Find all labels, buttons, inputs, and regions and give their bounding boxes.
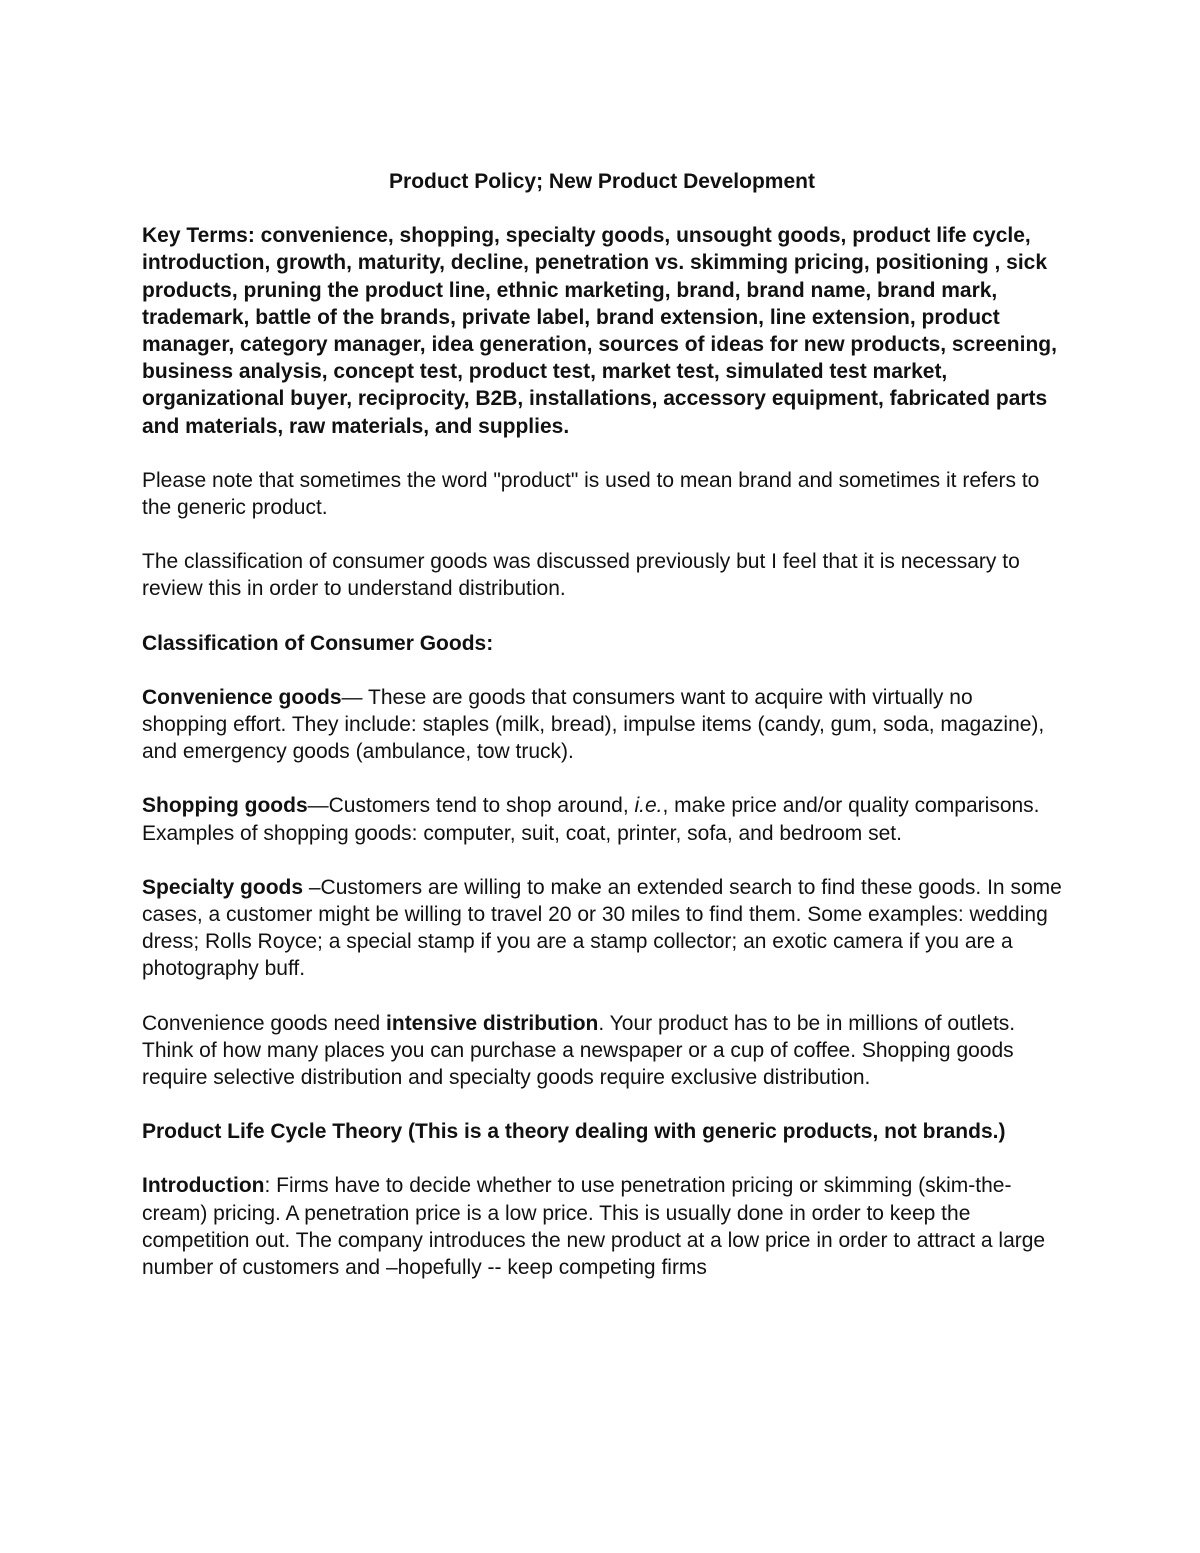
- shopping-goods-paragraph: [142, 792, 1062, 846]
- convenience-goods-text: — These are goods that consumers want to acquire with virtually no shopping effort. They include: staples (milk, bread), impulse items (candy, gum, soda, magazine), and emergency goods (ambulance, tow truck).: [142, 685, 1045, 764]
- document-page: [142, 168, 1062, 1308]
- distribution-paragraph: [142, 1010, 1062, 1092]
- distribution-bold: intensive distribution: [386, 1011, 599, 1035]
- introduction-paragraph: [142, 1172, 1062, 1281]
- classification-heading: Classification of Consumer Goods:: [142, 631, 494, 655]
- introduction-text: : Firms have to decide whether to use penetration pricing or skimming (skim-the-cream) pricing. A penetration price is a low price. This is usually done in order to keep the competition out. The company introduces the new product at a low price in order to attract a large number of customers and –hopefully -- keep competing firms: [142, 1174, 1046, 1280]
- key-terms-paragraph: Key Terms: convenience, shopping, specialty goods, unsought goods, product life cycle, introduction, growth, maturity, decline, penetration vs. skimming pricing, positioning , sick products, pruning the product line, ethnic marketing, brand, brand name, brand mark, trademark, battle of the brands, private label, brand extension, line extension, product manager, category manager, idea generation, sources of ideas for new products, screening, business analysis, concept test, product test, market test, simulated test market, organizational buyer, reciprocity, B2B, installations, accessory equipment, fabricated parts and materials, raw materials, and supplies.: [142, 224, 1057, 438]
- shopping-goods-italic: i.e.: [634, 794, 663, 818]
- distribution-text-before: Convenience goods need: [142, 1011, 387, 1035]
- classification-intro-paragraph: The classification of consumer goods was discussed previously but I feel that it is necessary to review this in order to understand distribution.: [142, 550, 1020, 601]
- convenience-goods-term: Convenience goods: [142, 685, 342, 709]
- specialty-goods-paragraph: [142, 874, 1062, 983]
- plc-heading: Product Life Cycle Theory (This is a theory dealing with generic products, not brands.): [142, 1120, 1006, 1144]
- distribution-text-after: . Your product has to be in millions of outlets. Think of how many places you can purchase a newspaper or a cup of coffee. Shopping goods require selective distribution and specialty goods require exclusive distribution.: [142, 1011, 1016, 1090]
- specialty-goods-term: Specialty goods: [142, 875, 304, 899]
- convenience-goods-paragraph: [142, 684, 1062, 766]
- document-title: Product Policy; New Product Development: [389, 170, 815, 193]
- shopping-goods-text-before: —Customers tend to shop around,: [307, 794, 635, 818]
- shopping-goods-text-after: , make price and/or quality comparisons. Examples of shopping goods: computer, suit, coat, printer, sofa, and bedroom set.: [142, 794, 1040, 845]
- shopping-goods-term: Shopping goods: [142, 794, 308, 818]
- note-paragraph: Please note that sometimes the word "product" is used to mean brand and sometimes it refers to the generic product.: [142, 468, 1040, 520]
- introduction-term: Introduction: [142, 1174, 265, 1198]
- specialty-goods-text: –Customers are willing to make an extended search to find these goods. In some cases, a customer might be willing to travel 20 or 30 miles to find them. Some examples: wedding dress; Rolls Royce; a special stamp if you are a stamp collector; an exotic camera if you are a photography buff.: [142, 875, 1062, 981]
